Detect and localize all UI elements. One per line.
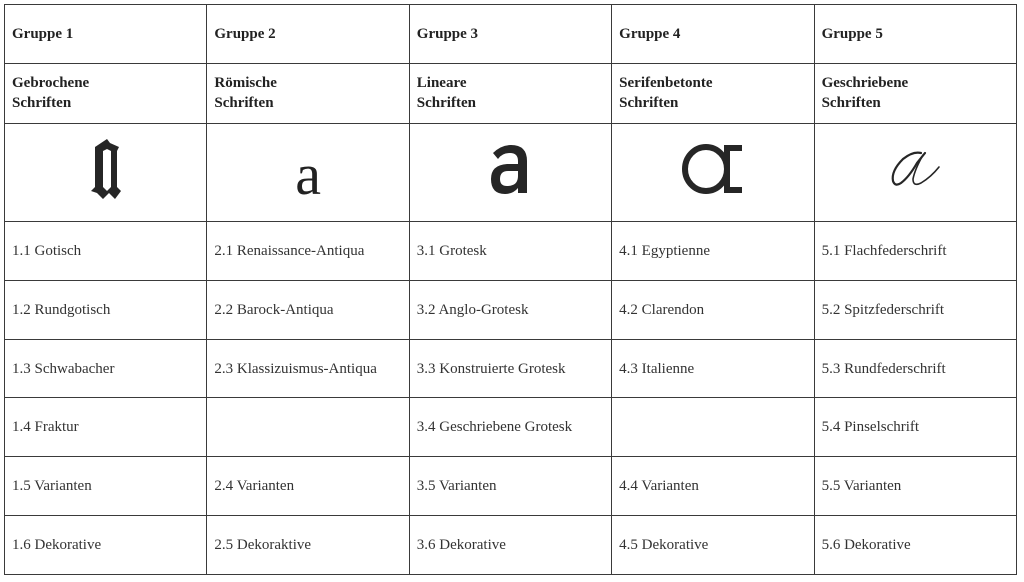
subclass-row-4: [5, 398, 1017, 457]
class-line-2: Schriften: [619, 95, 679, 112]
group-2-title: Gruppe 2: [207, 5, 409, 64]
blackletter-icon: [89, 137, 123, 201]
group-2-glyph-cell: [207, 123, 409, 221]
sample-glyph-row: [5, 123, 1017, 221]
subclass-cell: 3.2 Anglo-Grotesk: [409, 280, 611, 339]
group-4-class: [612, 63, 814, 123]
subclass-cell: 2.5 Dekoraktive: [207, 516, 409, 575]
subclass-cell: 3.1 Grotesk: [409, 222, 611, 281]
subclass-cell: 1.3 Schwabacher: [5, 339, 207, 398]
subclass-cell: 5.6 Dekorative: [814, 516, 1016, 575]
group-1-title: Gruppe 1: [5, 5, 207, 64]
subclass-cell: 3.5 Varianten: [409, 457, 611, 516]
subclass-cell: 4.1 Egyptienne: [612, 222, 814, 281]
script-icon: [887, 149, 943, 189]
group-5-title: Gruppe 5: [814, 5, 1016, 64]
subclass-row-6: [5, 516, 1017, 575]
group-5-class: [814, 63, 1016, 123]
class-line-1: Lineare: [416, 75, 467, 92]
group-3-glyph-cell: [409, 123, 611, 221]
subclass-cell: 1.2 Rundgotisch: [5, 280, 207, 339]
subclass-row-3: [5, 339, 1017, 398]
subclass-cell: 4.5 Dekorative: [612, 516, 814, 575]
subclass-row-5: [5, 457, 1017, 516]
group-3-class: [409, 63, 611, 123]
subclass-cell: 2.2 Barock-Antiqua: [207, 280, 409, 339]
subclass-cell: 1.4 Fraktur: [5, 398, 207, 457]
class-line-2: Schriften: [821, 95, 881, 112]
subclass-cell: 5.2 Spitzfederschrift: [814, 280, 1016, 339]
group-2-class: [207, 63, 409, 123]
class-line-1: Geschriebene: [821, 75, 909, 92]
subclass-cell: 5.5 Varianten: [814, 457, 1016, 516]
subclass-cell: 1.6 Dekorative: [5, 516, 207, 575]
type-classification-table: [4, 4, 1017, 575]
class-line-1: Gebrochene: [12, 75, 90, 92]
subclass-row-1: [5, 222, 1017, 281]
subclass-cell: 3.4 Geschriebene Grotesk: [409, 398, 611, 457]
group-4-title: Gruppe 4: [612, 5, 814, 64]
slab-serif-icon: [680, 141, 746, 197]
subclass-row-2: [5, 280, 1017, 339]
subclass-cell: 4.4 Varianten: [612, 457, 814, 516]
class-line-2: Schriften: [12, 95, 72, 112]
roman-serif-icon: a: [295, 142, 321, 208]
subclass-cell-empty: [612, 398, 814, 457]
subclass-cell: 3.3 Konstruierte Grotesk: [409, 339, 611, 398]
subclass-cell: 1.5 Varianten: [5, 457, 207, 516]
class-line-2: Schriften: [214, 95, 274, 112]
subclass-cell: 5.1 Flachfederschrift: [814, 222, 1016, 281]
group-1-glyph-cell: [5, 123, 207, 221]
group-3-title: Gruppe 3: [409, 5, 611, 64]
group-5-glyph-cell: [814, 123, 1016, 221]
class-name-row: [5, 63, 1017, 123]
subclass-cell: 2.4 Varianten: [207, 457, 409, 516]
group-4-glyph-cell: [612, 123, 814, 221]
class-line-2: Schriften: [416, 95, 476, 112]
group-1-class: [5, 63, 207, 123]
subclass-cell: 4.2 Clarendon: [612, 280, 814, 339]
class-line-1: Serifenbetonte: [619, 75, 713, 92]
class-line-1: Römische: [214, 75, 277, 92]
group-header-row: [5, 5, 1017, 64]
subclass-cell: 2.1 Renaissance-Antiqua: [207, 222, 409, 281]
sans-serif-icon: [487, 143, 533, 195]
subclass-cell: 1.1 Gotisch: [5, 222, 207, 281]
subclass-cell: 2.3 Klassizuismus-Antiqua: [207, 339, 409, 398]
subclass-cell: 5.3 Rundfederschrift: [814, 339, 1016, 398]
subclass-cell: 3.6 Dekorative: [409, 516, 611, 575]
subclass-cell-empty: [207, 398, 409, 457]
subclass-cell: 5.4 Pinselschrift: [814, 398, 1016, 457]
subclass-cell: 4.3 Italienne: [612, 339, 814, 398]
